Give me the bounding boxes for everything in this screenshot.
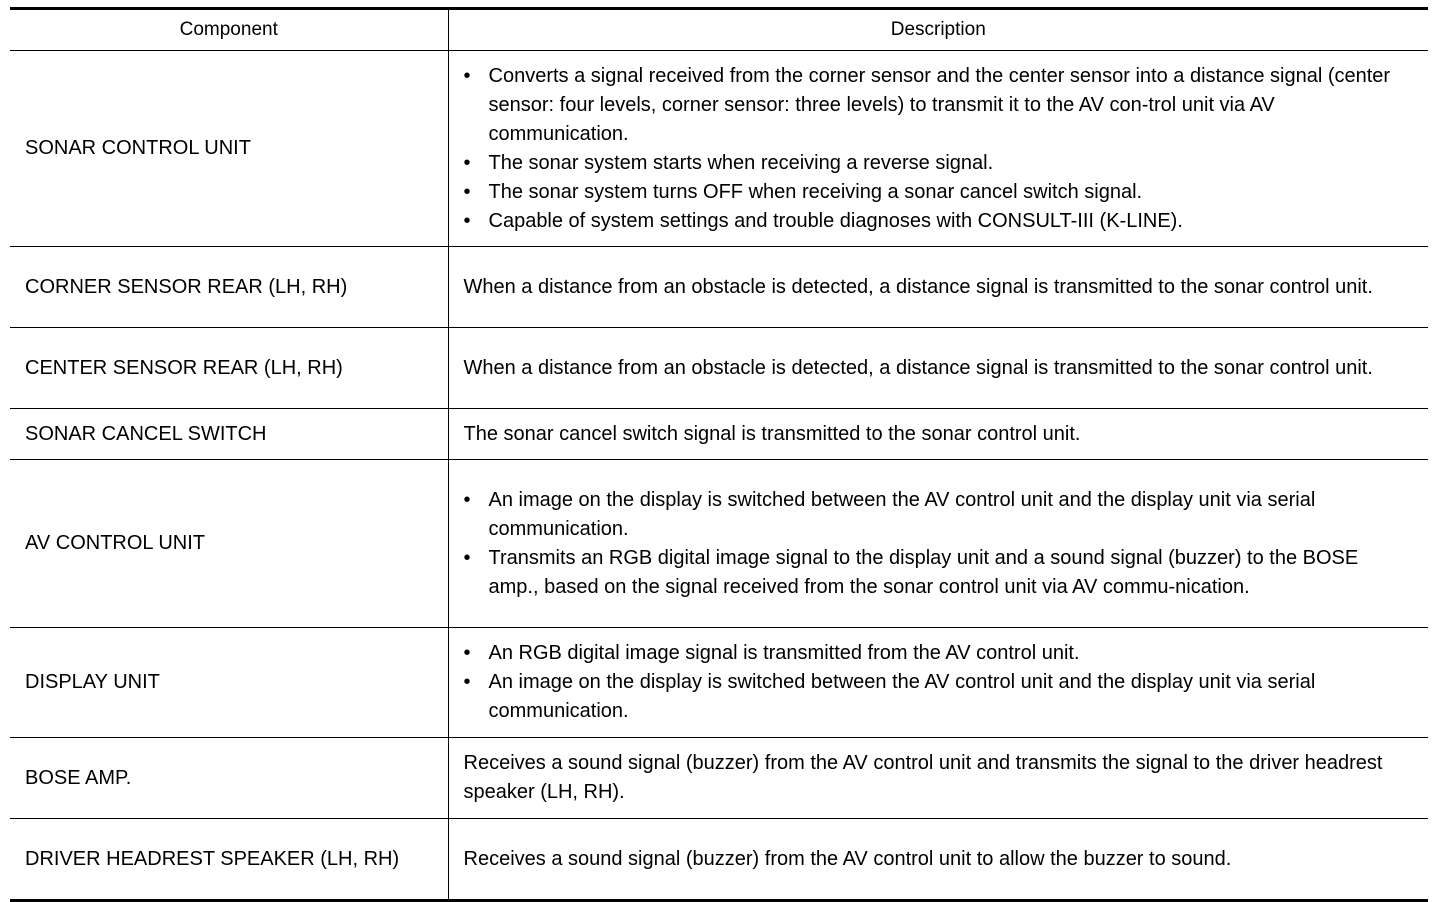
description-item-text: The sonar system turns OFF when receiving a sonar cancel switch signal. <box>488 180 1143 203</box>
bullet-icon: • <box>463 209 471 232</box>
description-item-text: The sonar system starts when receiving a reverse signal. <box>488 151 994 174</box>
description-cell: Receives a sound signal (buzzer) from the AV control unit and transmits the signal to the driver headrest speaker (LH, RH). <box>448 738 1428 819</box>
table-row <box>10 51 1428 247</box>
table-row <box>10 409 1428 460</box>
description-cell: When a distance from an obstacle is detected, a distance signal is transmitted to the sonar control unit. <box>448 247 1428 328</box>
description-cell <box>448 460 1428 628</box>
bullet-icon: • <box>463 180 471 203</box>
table-row <box>10 628 1428 738</box>
description-cell <box>448 51 1428 247</box>
description-cell: Receives a sound signal (buzzer) from the AV control unit to allow the buzzer to sound. <box>448 819 1428 901</box>
description-item-text: Transmits an RGB digital image signal to the display unit and a sound signal (buzzer) to the BOSE amp., based on the signal received from the sonar control unit via AV commu-nication. <box>488 546 1359 598</box>
component-cell: DRIVER HEADREST SPEAKER (LH, RH) <box>10 819 448 901</box>
table-row <box>10 819 1428 901</box>
component-cell: SONAR CANCEL SWITCH <box>10 409 448 460</box>
description-cell: The sonar cancel switch signal is transmitted to the sonar control unit. <box>448 409 1428 460</box>
component-cell: CORNER SENSOR REAR (LH, RH) <box>10 247 448 328</box>
bullet-icon: • <box>463 64 471 87</box>
description-item-text: Capable of system settings and trouble diagnoses with CONSULT-III (K-LINE). <box>488 209 1183 232</box>
description-item <box>464 178 1413 207</box>
description-cell: When a distance from an obstacle is detected, a distance signal is transmitted to the sonar control unit. <box>448 328 1428 409</box>
bullet-icon: • <box>463 546 471 569</box>
description-item <box>464 639 1413 668</box>
bullet-icon: • <box>463 488 471 511</box>
description-list <box>464 639 1413 726</box>
component-cell: SONAR CONTROL UNIT <box>10 51 448 247</box>
bullet-icon: • <box>463 642 471 664</box>
component-cell: BOSE AMP. <box>10 738 448 819</box>
description-list <box>464 486 1413 602</box>
description-item-text: An RGB digital image signal is transmitted from the AV control unit. <box>488 642 1080 664</box>
description-cell <box>448 628 1428 738</box>
table-row <box>10 247 1428 328</box>
description-item-text: Converts a signal received from the corner sensor and the center sensor into a distance signal (center sensor: four levels, corner sensor: three levels) to transmit it to the AV con-trol unit via AV communication. <box>488 64 1391 145</box>
column-header-description: Description <box>448 9 1428 51</box>
table-row <box>10 460 1428 628</box>
table-row <box>10 738 1428 819</box>
component-cell: DISPLAY UNIT <box>10 628 448 738</box>
table-row <box>10 328 1428 409</box>
description-item <box>464 668 1413 726</box>
column-header-component: Component <box>10 9 448 51</box>
description-item <box>464 62 1413 149</box>
component-cell: CENTER SENSOR REAR (LH, RH) <box>10 328 448 409</box>
description-item-text: An image on the display is switched between the AV control unit and the display unit via serial communication. <box>488 671 1316 722</box>
description-item <box>464 207 1413 236</box>
description-item <box>464 486 1413 544</box>
component-cell: AV CONTROL UNIT <box>10 460 448 628</box>
description-list <box>464 62 1413 236</box>
description-item <box>464 544 1413 602</box>
description-item <box>464 149 1413 178</box>
bullet-icon: • <box>463 671 471 693</box>
header-row <box>10 9 1428 51</box>
bullet-icon: • <box>463 151 471 174</box>
component-description-table <box>10 7 1428 902</box>
description-item-text: An image on the display is switched between the AV control unit and the display unit via serial communication. <box>488 488 1316 540</box>
